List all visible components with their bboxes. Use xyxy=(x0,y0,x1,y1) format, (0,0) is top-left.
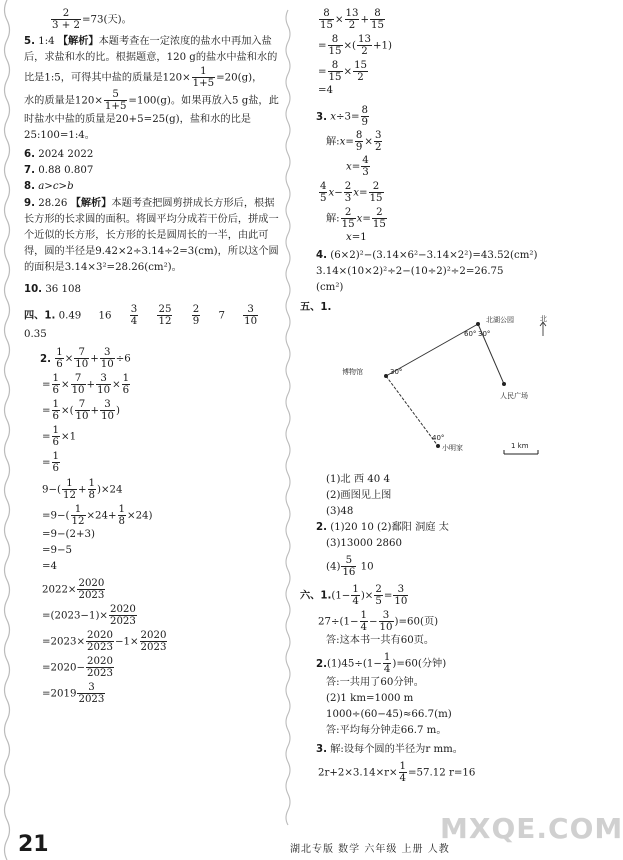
s5-line: (4) $\frac{5}{16}$ 10 xyxy=(326,555,374,578)
q5-text3: 水的质量是120× xyxy=(24,95,103,107)
q5-answer: 1:4 xyxy=(38,36,55,47)
answer-line: $\frac{2}{3 + 2}$ =73(天)。 xyxy=(52,8,132,31)
eq-line: 解:x= $\frac{8}{9}$ × $\frac{3}{2}$ xyxy=(326,130,382,153)
right-column xyxy=(300,8,562,784)
answer-line: 答:这本书一共有60页。 xyxy=(326,635,435,646)
s5-line: (2)画图见上图 xyxy=(326,490,392,501)
fraction: $\frac{2}{3 + 2}$ xyxy=(52,8,80,31)
eq-line: =9−(2+3) xyxy=(42,529,96,540)
page-footer xyxy=(0,830,574,860)
eq-line: =9−5 xyxy=(42,545,73,556)
fraction: $\frac{1}{1+5}$ xyxy=(192,66,215,89)
map-label-home: 小明家 xyxy=(442,444,463,452)
eq-line: = $\frac{1}{6}$ ×( $\frac{7}{10}$ + $\frac{3}{10}$ ) xyxy=(42,399,121,422)
answer-line: 答:平均每分钟走66.7 m。 xyxy=(326,725,447,736)
s6-q2: 2.(1)45÷(1− $\frac{1}{4}$ )=60(分钟) xyxy=(316,652,447,675)
q2-block: 2. $\frac{1}{6}$ × $\frac{7}{10}$ + $\frac{3}{10}$ ÷6 xyxy=(40,347,131,370)
fraction: $\frac{5}{1+5}$ xyxy=(104,89,127,112)
q5-text4: =100(g)。如果再放入5 g盐，此时盐水中盐的质量是20+5=25(g)，盐和水的比是25:100=1:4。 xyxy=(24,95,279,141)
eq-line: $\frac{8}{15}$ × $\frac{13}{2}$ + $\frac{8}{15}$ xyxy=(320,8,384,31)
section-4-line: 四、1. 0.49 16 $\frac{3}{4}$ $\frac{25}{12}$ $\frac{2}{9}$ 7 $\frac{3}{10}$ 0.35 xyxy=(24,304,258,340)
eq-line: =9−( $\frac{1}{12}$ ×24+ $\frac{1}{8}$ ×24) xyxy=(42,504,153,527)
column-divider xyxy=(283,10,293,825)
q9-block: 9. 28.26 【解析】本题考查把圆剪拼成长方形后，根据长方形的长求圆的面积。将圆平均分成若干份后，拼成一个近似的长方形，长方形的长是圆周长的一半，由此可得，圆的半径是9.42×2÷3.14÷2=3(cm)，所以这个圆的面积是3.14×3²=28.26(cm²)。 xyxy=(24,197,279,273)
eq-line: 9−( $\frac{1}{12}$ + $\frac{1}{8}$ )×24 xyxy=(42,478,123,501)
s5-line: (3)48 xyxy=(326,506,354,517)
eq-line: = $\frac{1}{6}$ xyxy=(42,451,60,474)
s6-line: 1000÷(60−45)≈66.7(m) xyxy=(326,709,452,720)
eq-line: = $\frac{8}{15}$ × $\frac{15}{2}$ xyxy=(318,60,368,83)
map-angle: 30° xyxy=(390,368,403,376)
q10-line: 10. 36 108 xyxy=(24,284,81,295)
eq-line: =4 xyxy=(318,85,334,96)
map-label-square: 人民广场 xyxy=(500,392,528,400)
map-label-north: 北 xyxy=(540,315,547,323)
map-angle: 30° xyxy=(478,330,491,338)
section-5-line: 五、1. xyxy=(300,302,332,313)
section-6-line: 六、1.(1− $\frac{1}{4}$ )× $\frac{2}{5}$ = $\frac{3}{10}$ xyxy=(300,584,408,607)
analysis-tag: 【解析】 xyxy=(57,35,99,47)
s5-line: (1)北 西 40 4 xyxy=(326,474,390,485)
eq-line: 2022× $\frac{2020}{2023}$ xyxy=(42,578,105,601)
q6-line: 6. 2024 2022 xyxy=(24,149,94,160)
eq-line: 2r+2×3.14×r× $\frac{1}{4}$ =57.12 r=16 xyxy=(318,761,476,784)
eq-line: x= $\frac{4}{3}$ xyxy=(346,155,369,178)
s5-line: (3)13000 2860 xyxy=(326,538,403,549)
map-label-park: 北湖公园 xyxy=(486,316,514,324)
eq-line: $\frac{4}{5}$ x− $\frac{2}{3}$ x= $\frac{2}{15}$ xyxy=(320,181,383,204)
map-angle: 60° xyxy=(464,330,477,338)
eq-line: =(2023−1)× $\frac{2020}{2023}$ xyxy=(42,604,136,627)
eq-line: =2020− $\frac{2020}{2023}$ xyxy=(42,656,113,679)
q3-block: 3. x÷3= $\frac{8}{9}$ xyxy=(316,105,369,128)
left-wavy-border xyxy=(0,0,14,860)
q5-block xyxy=(24,33,280,144)
q5-number: 5. xyxy=(24,36,35,47)
map-label-museum: 博物馆 xyxy=(342,368,363,376)
eq-line: = $\frac{1}{6}$ ×1 xyxy=(42,425,77,448)
eq-line: =2023× $\frac{2020}{2023}$ −1× $\frac{2020}{2023}$ xyxy=(42,630,167,653)
map-diagram xyxy=(308,316,558,466)
map-angle: 40° xyxy=(432,434,445,442)
eq-line: = $\frac{8}{15}$ ×( $\frac{13}{2}$ +1) xyxy=(318,34,392,57)
q5-text2: =20(g)， xyxy=(216,72,263,84)
q5-text: 本题考查在一定浓度的盐水中再加入盐后，求盐和水的比。根据题意，120 g的盐水中盐和水的比是1:5，可得其中盐的质量是120× xyxy=(24,36,278,84)
s5-q2: 2. (1)20 10 (2)鄱阳 洞庭 太 xyxy=(316,522,449,533)
s6-line: (2)1 km=1000 m xyxy=(326,693,414,704)
footer-info: 湖北专版 数学 六年级 上册 人教 xyxy=(290,844,450,855)
q7-line: 7. 0.88 0.807 xyxy=(24,165,94,176)
watermark: MXQE.COM xyxy=(440,812,623,845)
eq-line: 27÷(1− $\frac{1}{4}$ − $\frac{3}{10}$ )=60(页) xyxy=(318,610,439,633)
answer-line: 答:一共用了60分钟。 xyxy=(326,677,424,688)
q4-block: 4. (6×2)²−(3.14×6²−3.14×2²)=43.52(cm²) 3.14×(10×2)²÷2−(10÷2)²÷2=26.75 (cm²) xyxy=(316,250,538,293)
page-number: 21 xyxy=(18,832,49,857)
q8-line: 8. a>c>b xyxy=(24,181,74,192)
s6-q3: 3. 解:设每个圆的半径为r mm。 xyxy=(316,744,463,755)
eq-line: 解: $\frac{2}{15}$ x= $\frac{2}{15}$ xyxy=(326,207,386,230)
eq-line: x=1 xyxy=(346,232,367,243)
eq-line: = $\frac{1}{6}$ × $\frac{7}{10}$ + $\frac{3}{10}$ × $\frac{1}{6}$ xyxy=(42,373,130,396)
map-scale: 1 km xyxy=(511,442,529,450)
eq-line: =4 xyxy=(42,561,58,572)
left-column xyxy=(24,8,280,705)
eq-line: =2019 $\frac{3}{2023}$ xyxy=(42,682,105,705)
